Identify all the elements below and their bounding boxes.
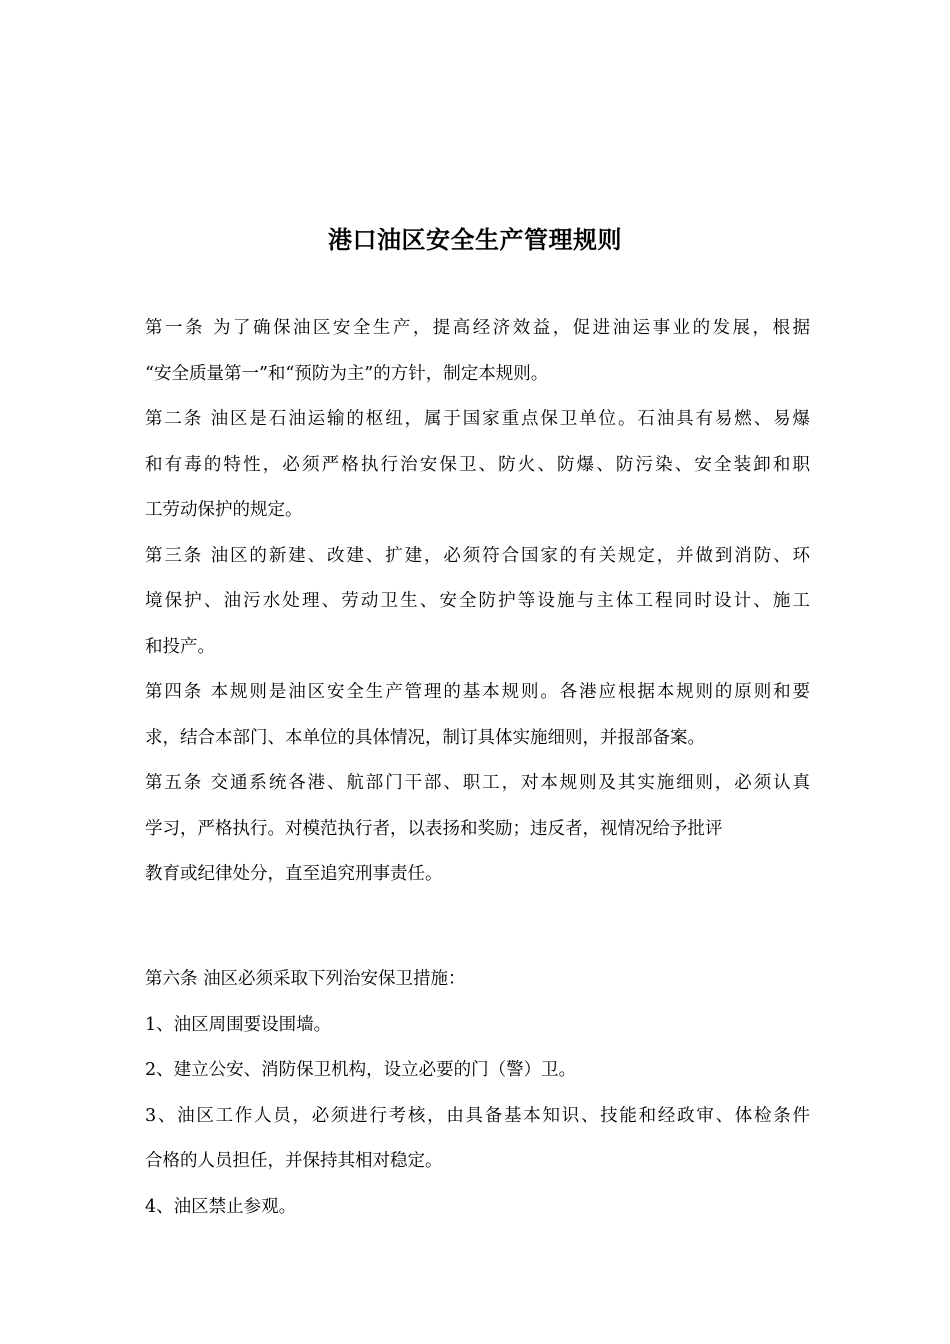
list-item: 4、油区禁止参观。 <box>145 1196 297 1217</box>
text-line: 和投产。 <box>145 636 215 657</box>
text-line: 求，结合本部门、本单位的具体情况，制订具体实施细则，并报部备案。 <box>145 727 705 748</box>
text-line: 教育或纪律处分，直至追究刑事责任。 <box>145 864 443 884</box>
text-line: “安全质量第一”和“预防为主”的方针，制定本规则。 <box>145 363 549 384</box>
list-item: 3、油区工作人员，必须进行考核，由具备基本知识、技能和经政审、体检条件 <box>145 1105 810 1126</box>
list-item: 1、油区周围要设围墙。 <box>145 1014 332 1035</box>
text-line: 第四条 本规则是油区安全生产管理的基本规则。各港应根据本规则的原则和要 <box>145 682 810 702</box>
text-line: 学习，严格执行。对模范执行者，以表扬和奖励；违反者，视情况给予批评 <box>145 818 723 839</box>
text-line: 和有毒的特性，必须严格执行治安保卫、防火、防爆、防污染、安全装卸和职 <box>145 454 810 475</box>
text-line: 工劳动保护的规定。 <box>145 500 303 520</box>
list-item: 2、建立公安、消防保卫机构，设立必要的门（警）卫。 <box>145 1060 577 1080</box>
articles-block-1 <box>145 306 810 898</box>
text-line: 第五条 交通系统各港、航部门干部、职工，对本规则及其实施细则，必须认真 <box>145 773 810 793</box>
articles-block-2 <box>145 957 810 1230</box>
text-line: 第六条 油区必须采取下列治安保卫措施： <box>145 969 466 989</box>
text-line: 合格的人员担任，并保持其相对稳定。 <box>145 1151 443 1171</box>
document-title: 港口油区安全生产管理规则 <box>328 225 622 254</box>
text-line: 境保护、油污水处理、劳动卫生、安全防护等设施与主体工程同时设计、施工 <box>145 591 810 611</box>
text-line: 第二条 油区是石油运输的枢纽，属于国家重点保卫单位。石油具有易燃、易爆 <box>145 409 810 429</box>
text-line: 第一条 为了确保油区安全生产，提高经济效益，促进油运事业的发展，根据 <box>145 318 810 338</box>
text-line: 第三条 油区的新建、改建、扩建，必须符合国家的有关规定，并做到消防、环 <box>145 545 810 566</box>
